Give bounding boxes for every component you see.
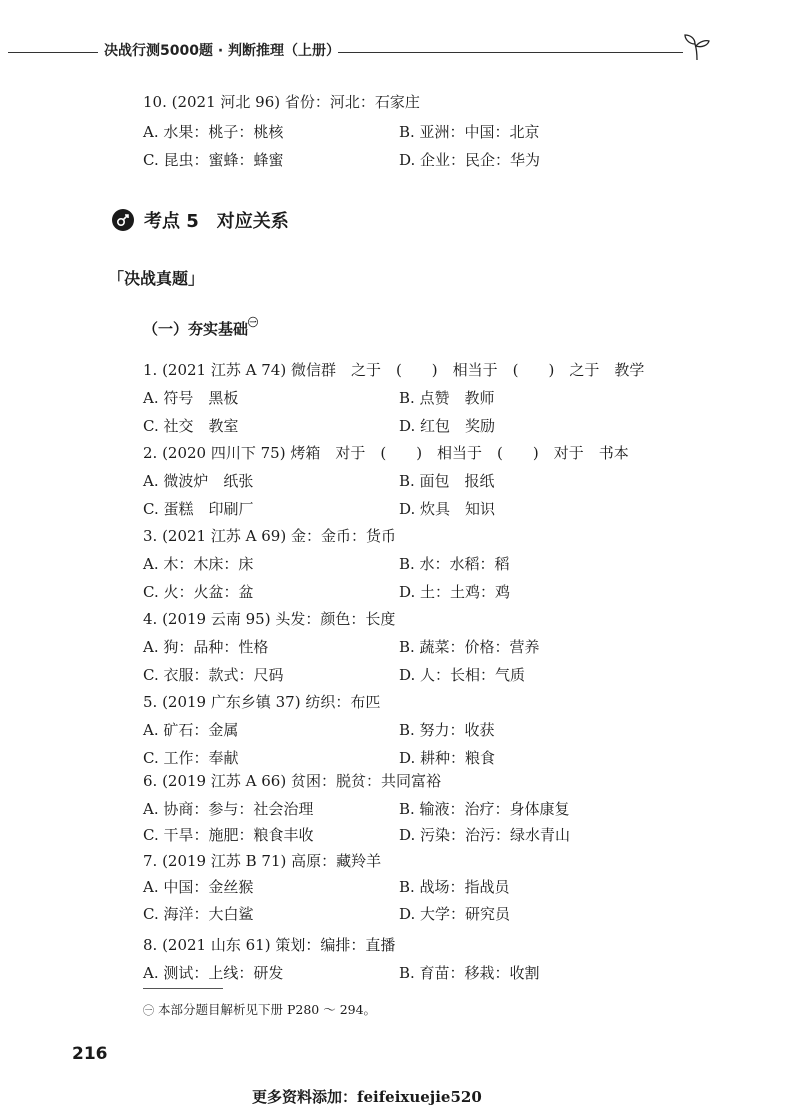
option-b: B. 水：水稻：稻 bbox=[399, 555, 510, 573]
option-b: B. 努力：收获 bbox=[399, 721, 495, 739]
footnote bbox=[143, 1000, 376, 1018]
option-a: A. 中国：金丝猴 bbox=[143, 878, 254, 896]
option-c: C. 海洋：大白鲨 bbox=[143, 905, 254, 923]
question-stem: 1. (2021 江苏 A 74) 微信群 之于 ( ) 相当于 ( ) 之于 教学 bbox=[143, 361, 645, 379]
question-stem: 5. (2019 广东乡镇 37) 纺织：布匹 bbox=[143, 693, 381, 711]
page-number: 216 bbox=[72, 1044, 108, 1064]
option-b: B. 输液：治疗：身体康复 bbox=[399, 800, 570, 818]
question-stem: 10. (2021 河北 96) 省份：河北：石家庄 bbox=[143, 93, 420, 111]
option-c: C. 衣服：款式：尺码 bbox=[143, 666, 284, 684]
section-badge-icon bbox=[112, 209, 134, 231]
footnote-marker: ㊀ bbox=[248, 318, 259, 329]
running-header bbox=[0, 34, 800, 64]
option-d: D. 污染：治污：绿水青山 bbox=[399, 826, 571, 844]
subheading-title: （一）夯实基础 bbox=[143, 320, 249, 338]
option-c: C. 社交 教室 bbox=[143, 417, 239, 435]
option-c: C. 干旱：施肥：粮食丰收 bbox=[143, 826, 314, 844]
sprout-icon bbox=[680, 32, 714, 62]
subsection-title: 「决战真题」 bbox=[108, 269, 205, 288]
option-c: C. 火：火盆：盆 bbox=[143, 583, 254, 601]
option-b: B. 面包 报纸 bbox=[399, 472, 495, 490]
option-a: A. 木：木床：床 bbox=[143, 555, 254, 573]
footnote-text: 本部分题目解析见下册 P280 ～ 294。 bbox=[158, 1002, 377, 1017]
footnote-marker: ㊀ bbox=[143, 1004, 154, 1017]
book-title: 决战行测5000题 · 判断推理（上册） bbox=[104, 43, 341, 59]
option-d: D. 红包 奖励 bbox=[399, 417, 496, 435]
option-d: D. 企业：民企：华为 bbox=[399, 151, 541, 169]
option-b: B. 点赞 教师 bbox=[399, 389, 495, 407]
option-b: B. 亚洲：中国：北京 bbox=[399, 123, 540, 141]
option-a: A. 微波炉 纸张 bbox=[143, 472, 254, 490]
option-c: C. 蛋糕 印刷厂 bbox=[143, 500, 254, 518]
question-stem: 2. (2020 四川下 75) 烤箱 对于 ( ) 相当于 ( ) 对于 书本 bbox=[143, 444, 629, 462]
option-b: B. 蔬菜：价格：营养 bbox=[399, 638, 540, 656]
option-c: C. 昆虫：蜜蜂：蜂蜜 bbox=[143, 151, 284, 169]
option-a: A. 符号 黑板 bbox=[143, 389, 239, 407]
header-rule-left bbox=[8, 52, 98, 53]
option-c: C. 工作：奉献 bbox=[143, 749, 239, 767]
footnote-rule bbox=[143, 988, 223, 989]
option-d: D. 土：土鸡：鸡 bbox=[399, 583, 511, 601]
option-a: A. 水果：桃子：桃核 bbox=[143, 123, 284, 141]
option-d: D. 大学：研究员 bbox=[399, 905, 511, 923]
option-d: D. 炊具 知识 bbox=[399, 500, 496, 518]
question-stem: 6. (2019 江苏 A 66) 贫困：脱贫：共同富裕 bbox=[143, 772, 441, 790]
question-stem: 4. (2019 云南 95) 头发：颜色：长度 bbox=[143, 610, 396, 628]
option-a: A. 狗：品种：性格 bbox=[143, 638, 269, 656]
question-stem: 7. (2019 江苏 B 71) 高原：藏羚羊 bbox=[143, 852, 382, 870]
option-b: B. 育苗：移栽：收割 bbox=[399, 964, 540, 982]
option-d: D. 人：长相：气质 bbox=[399, 666, 526, 684]
option-d: D. 耕种：粮食 bbox=[399, 749, 496, 767]
option-b: B. 战场：指战员 bbox=[399, 878, 510, 896]
section-title: 考点 5 对应关系 bbox=[144, 211, 289, 232]
question-stem: 3. (2021 江苏 A 69) 金：金币：货币 bbox=[143, 527, 396, 545]
header-rule-right bbox=[338, 52, 683, 53]
option-a: A. 协商：参与：社会治理 bbox=[143, 800, 314, 818]
watermark-text: 更多资料添加：feifeixuejie520 bbox=[252, 1088, 482, 1106]
option-a: A. 测试：上线：研发 bbox=[143, 964, 284, 982]
subheading bbox=[143, 318, 258, 339]
question-stem: 8. (2021 山东 61) 策划：编排：直播 bbox=[143, 936, 396, 954]
option-a: A. 矿石：金属 bbox=[143, 721, 239, 739]
